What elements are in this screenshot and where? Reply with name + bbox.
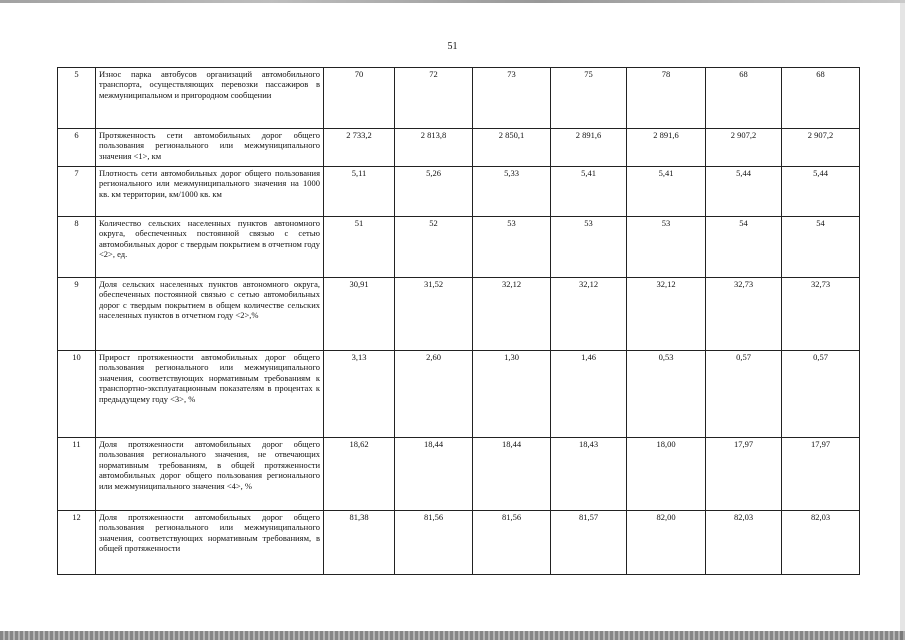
value-cell: 32,12 (473, 278, 551, 351)
value-cell: 54 (782, 217, 860, 278)
scan-edge-top (0, 0, 905, 3)
value-cell: 18,00 (627, 438, 706, 511)
value-cell: 2 850,1 (473, 129, 551, 167)
value-cell: 5,41 (627, 167, 706, 217)
row-number: 12 (58, 511, 96, 575)
value-cell: 1,30 (473, 351, 551, 438)
value-cell: 17,97 (782, 438, 860, 511)
indicator-table (57, 67, 860, 575)
value-cell: 70 (324, 68, 395, 129)
value-cell: 5,33 (473, 167, 551, 217)
value-cell: 2 813,8 (395, 129, 473, 167)
value-cell: 2 733,2 (324, 129, 395, 167)
indicator-name: Количество сельских населенных пунктов автономного округа, обеспеченных постоянной связью с сетью автомобильных дорог с твердым покрытием в отчетном году <2>, ед. (96, 217, 324, 278)
value-cell: 68 (706, 68, 782, 129)
value-cell: 53 (627, 217, 706, 278)
value-cell: 75 (551, 68, 627, 129)
indicator-name: Прирост протяженности автомобильных дорог общего пользования регионального или межмуниципального значения, соответствующих нормативным требованиям к транспортно-эксплуатационным показателям в процентах к предыдущему году <3>, % (96, 351, 324, 438)
value-cell: 5,44 (706, 167, 782, 217)
value-cell: 51 (324, 217, 395, 278)
value-cell: 32,73 (706, 278, 782, 351)
value-cell: 72 (395, 68, 473, 129)
value-cell: 81,56 (473, 511, 551, 575)
table-row (58, 511, 860, 575)
page-number: 51 (447, 41, 458, 52)
row-number: 8 (58, 217, 96, 278)
value-cell: 5,41 (551, 167, 627, 217)
indicator-name: Протяженность сети автомобильных дорог общего пользования регионального или межмуниципального значения <1>, км (96, 129, 324, 167)
value-cell: 54 (706, 217, 782, 278)
value-cell: 32,12 (627, 278, 706, 351)
value-cell: 5,44 (782, 167, 860, 217)
value-cell: 3,13 (324, 351, 395, 438)
value-cell: 81,56 (395, 511, 473, 575)
table-row (58, 129, 860, 167)
value-cell: 17,97 (706, 438, 782, 511)
table-row (58, 68, 860, 129)
value-cell: 0,53 (627, 351, 706, 438)
value-cell: 73 (473, 68, 551, 129)
table-row (58, 351, 860, 438)
value-cell: 2 907,2 (782, 129, 860, 167)
value-cell: 0,57 (706, 351, 782, 438)
indicator-name: Доля протяженности автомобильных дорог общего пользования регионального значения, не отвечающих нормативным требованиям, в общей протяженности автомобильных дорог общего пользования регионального или межмуниципального значения <4>, % (96, 438, 324, 511)
value-cell: 82,00 (627, 511, 706, 575)
value-cell: 32,12 (551, 278, 627, 351)
value-cell: 18,43 (551, 438, 627, 511)
value-cell: 32,73 (782, 278, 860, 351)
row-number: 10 (58, 351, 96, 438)
value-cell: 53 (551, 217, 627, 278)
value-cell: 82,03 (782, 511, 860, 575)
value-cell: 31,52 (395, 278, 473, 351)
value-cell: 18,62 (324, 438, 395, 511)
value-cell: 2,60 (395, 351, 473, 438)
table-row (58, 167, 860, 217)
value-cell: 2 891,6 (551, 129, 627, 167)
row-number: 9 (58, 278, 96, 351)
value-cell: 81,38 (324, 511, 395, 575)
indicator-name: Износ парка автобусов организаций автомобильного транспорта, осуществляющих перевозки пассажиров в межмуниципальном и пригородном сообщении (96, 68, 324, 129)
value-cell: 30,91 (324, 278, 395, 351)
value-cell: 2 891,6 (627, 129, 706, 167)
value-cell: 5,26 (395, 167, 473, 217)
value-cell: 82,03 (706, 511, 782, 575)
scan-edge-bottom (0, 631, 905, 640)
row-number: 7 (58, 167, 96, 217)
table-row (58, 278, 860, 351)
scan-edge-right (900, 0, 905, 640)
value-cell: 18,44 (395, 438, 473, 511)
value-cell: 68 (782, 68, 860, 129)
row-number: 11 (58, 438, 96, 511)
row-number: 6 (58, 129, 96, 167)
indicator-name: Доля протяженности автомобильных дорог общего пользования регионального или межмуниципального значения, соответствующих нормативным требованиям, в общей протяженности (96, 511, 324, 575)
value-cell: 0,57 (782, 351, 860, 438)
value-cell: 52 (395, 217, 473, 278)
indicator-name: Плотность сети автомобильных дорог общего пользования регионального или межмуниципального значения на 1000 кв. км территории, км/1000 кв. км (96, 167, 324, 217)
table-row (58, 217, 860, 278)
value-cell: 18,44 (473, 438, 551, 511)
value-cell: 5,11 (324, 167, 395, 217)
value-cell: 53 (473, 217, 551, 278)
value-cell: 2 907,2 (706, 129, 782, 167)
value-cell: 1,46 (551, 351, 627, 438)
value-cell: 78 (627, 68, 706, 129)
indicator-name: Доля сельских населенных пунктов автономного округа, обеспеченных постоянной связью с сетью автомобильных дорог с твердым покрытием в общем количестве сельских населенных пунктов в отчетном году <2>,% (96, 278, 324, 351)
value-cell: 81,57 (551, 511, 627, 575)
table-row (58, 438, 860, 511)
row-number: 5 (58, 68, 96, 129)
